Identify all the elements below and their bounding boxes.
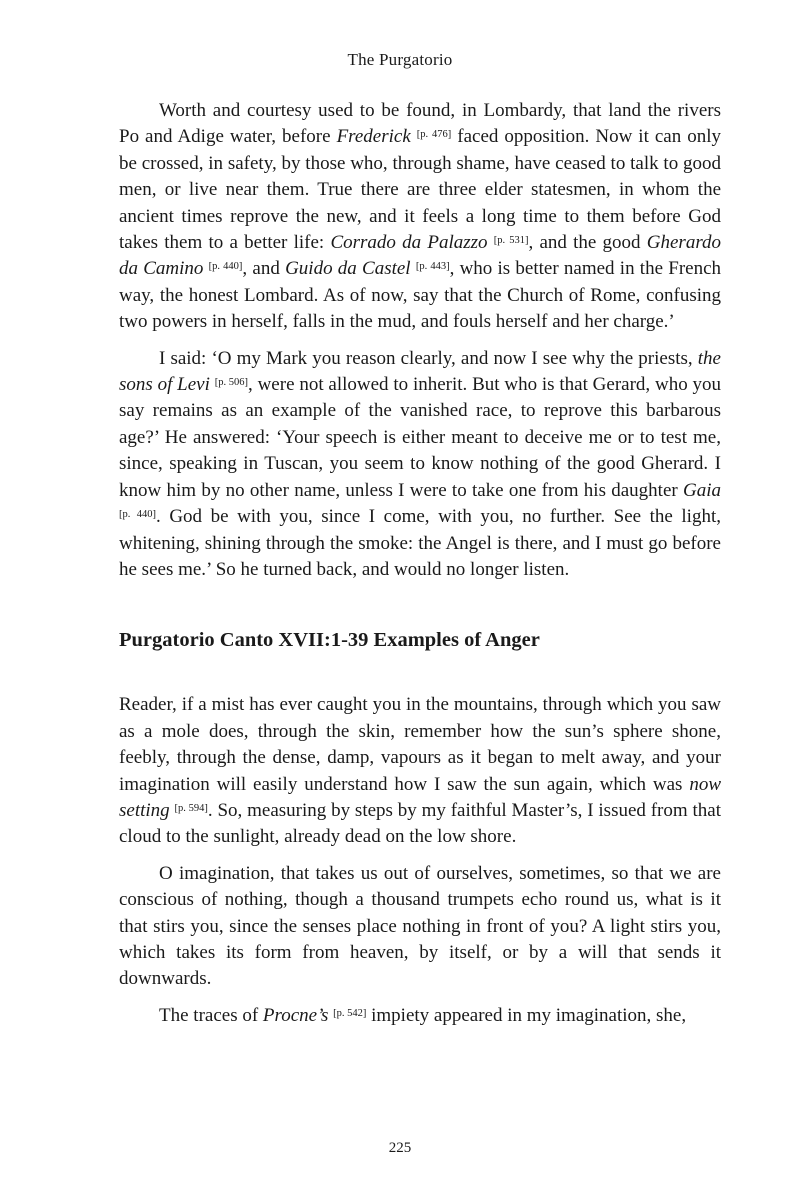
page-ref[interactable]: [p. 594] <box>174 802 208 814</box>
page-ref[interactable]: [p. 531] <box>493 235 529 247</box>
paragraph: Reader, if a mist has ever caught you in the mountains, through which you saw as a mole does, through the skin, remember how the sun’s sphere shone, feebly, through the dense, damp, vapours as it began to melt away, and your imagination will easily understand how I saw the sun again, which was now setting [p. 594]. So, measuring by steps by my faithful Master’s, I issued from that cloud to the sunlight, already dead on the low shore. <box>119 694 721 848</box>
index-link-now-setting[interactable]: now setting <box>119 773 721 821</box>
page-ref[interactable]: [p. 542] <box>333 1007 367 1019</box>
index-link-guido[interactable]: Guido da Castel <box>285 258 411 280</box>
paragraph: O imagination, that takes us out of ourselves, sometimes, so that we are conscious of nothing, though a thousand trumpets echo round us, what is it that stirs you, since the senses place nothing in front of you? A light stirs you, which takes its form from heaven, by itself, or by a will that sends it downwards. <box>119 862 721 990</box>
running-head: The Purgatorio <box>347 50 453 69</box>
section-heading: Purgatorio Canto XVII:1-39 Examples of Anger <box>119 629 540 652</box>
index-link-gherardo[interactable]: Gherardo da Camino <box>119 232 722 280</box>
index-link-gaia[interactable]: Gaia <box>683 479 721 501</box>
page-ref[interactable]: [p. 506] <box>214 377 249 389</box>
page-ref[interactable]: [p. 440] <box>208 261 243 273</box>
page-number: 225 <box>388 1140 412 1156</box>
index-link-procne[interactable]: Procne’s <box>262 1004 329 1026</box>
index-link-frederick[interactable]: Frederick <box>336 126 411 148</box>
page-ref[interactable]: [p. 440] <box>119 509 157 521</box>
paragraph: The traces of Procne’s [p. 542] impiety appeared in my imagination, she, <box>159 1004 687 1026</box>
index-link-corrado[interactable]: Corrado da Palazzo <box>330 232 488 254</box>
paragraph: I said: ‘O my Mark you reason clearly, and now I see why the priests, the sons of Levi [p. 506], were not allowed to inherit. But who is that Gerard, who you say remains as an example of the vanished race, to reprove this barbarous age?’ He answered: ‘Your speech is either meant to deceive me or to test me, since, speaking in Tuscan, you seem to know nothing of the good Gherard. I know him by no other name, unless I were to take one from his daughter Gaia [p. 440]. God be with you, since I come, with you, no further. See the light, whitening, shining through the smoke: the Angel is there, and I must go before he sees me.’ So he turned back, and would no longer listen. <box>119 347 722 580</box>
index-link-levi[interactable]: the sons of Levi <box>119 347 721 396</box>
page-ref[interactable]: [p. 476] <box>416 129 452 141</box>
page-body <box>119 98 721 1029</box>
paragraph: Worth and courtesy used to be found, in Lombardy, that land the rivers Po and Adige water, before Frederick [p. 476] faced opposition. Now it can only be crossed, in safety, by those who, through shame, have ceased to talk to good men, or live near them. True there are three elder statesmen, in whom the ancient times reprove the new, and it feels a long time to them before God takes them to a better life: Corrado da Palazzo [p. 531], and the good Gherardo da Camino [p. 440], and Guido da Castel [p. 443], who is better named in the French way, the honest Lombard. As of now, say that the Church of Rome, confusing two powers in herself, falls in the mud, and fouls herself and her charge.’ <box>119 100 722 333</box>
page-ref[interactable]: [p. 443] <box>415 261 450 273</box>
